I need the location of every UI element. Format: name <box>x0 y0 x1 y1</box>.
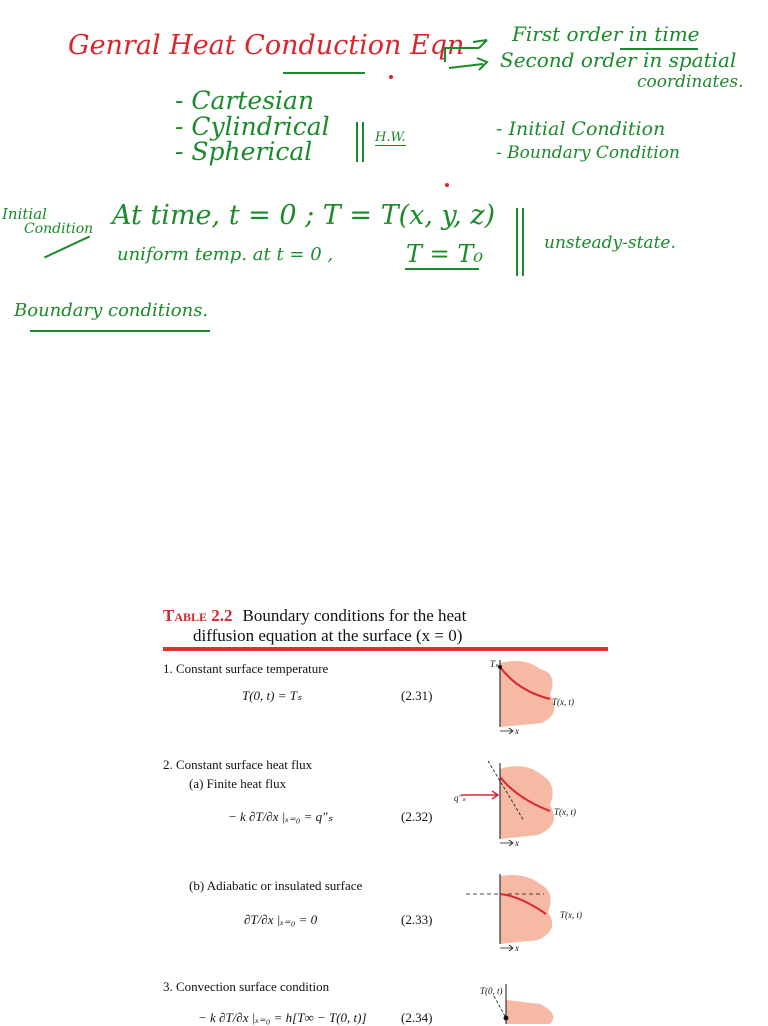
row4-label: 3. Convection surface condition <box>163 979 330 994</box>
note-cartesian: - Cartesian <box>175 86 315 115</box>
row4-eq-number: (2.34) <box>401 1010 433 1025</box>
table-title-line2: diffusion equation at the surface (x = 0) <box>193 626 463 645</box>
note-hw: H.W. <box>375 130 406 145</box>
note-initial-condition: - Initial Condition <box>496 118 666 140</box>
ink-dot-2 <box>445 183 449 187</box>
fig1-txt-label: T(x, t) <box>552 697 574 707</box>
note-uniform-temp: uniform temp. at t = 0 , <box>117 244 334 265</box>
fig1-ts-label: Tₛ <box>490 659 499 669</box>
note-second-order-coords: coordinates. <box>637 72 744 92</box>
solid-region <box>506 1000 553 1024</box>
note-at-time: At time, t = 0 ; T = T(x, y, z) <box>112 200 496 231</box>
unsteady-bracket-1 <box>516 208 518 276</box>
row4-equation: − k ∂T/∂x |ₓ₌₀ = h[T∞ − T(0, t)] <box>198 1010 367 1025</box>
fig4-t0t-label: T(0, t) <box>480 986 503 996</box>
note-unsteady: unsteady-state. <box>544 233 676 253</box>
row3-equation: ∂T/∂x |ₓ₌₀ = 0 <box>244 912 318 927</box>
note-spherical: - Spherical <box>175 137 313 166</box>
fig3-txt-label: T(x, t) <box>560 910 582 920</box>
table-title <box>163 606 623 646</box>
figure-heat-flux <box>450 755 590 850</box>
x-axis-arrow-icon <box>500 840 513 846</box>
unsteady-bracket-2 <box>522 208 524 276</box>
row1-equation: T(0, t) = Tₛ <box>242 688 302 703</box>
heat-flux-arrow-icon <box>462 791 498 799</box>
fig1-x-label: x <box>515 726 519 736</box>
note-second-order: Second order in spatial <box>500 48 737 72</box>
ic-label-initial: Initial <box>2 205 47 223</box>
row2-sub: (a) Finite heat flux <box>189 776 287 791</box>
note-first-order: First order in time <box>512 22 700 46</box>
hw-bracket-1 <box>356 122 358 162</box>
arrow-down-icon <box>449 58 487 70</box>
t0-underline <box>405 268 479 270</box>
solid-region <box>500 766 554 839</box>
surface-point <box>498 665 502 669</box>
figure-constant-temp <box>480 655 590 740</box>
note-boundary-conditions: Boundary conditions. <box>14 300 209 321</box>
solid-region <box>500 661 555 727</box>
note-cylindrical: - Cylindrical <box>175 112 330 141</box>
figure-adiabatic <box>460 870 590 955</box>
surface-point <box>504 1016 509 1021</box>
x-axis-arrow-icon <box>500 945 513 951</box>
ic-label-underline <box>44 236 90 259</box>
table-title-line1: Boundary conditions for the heat <box>242 606 467 625</box>
ic-label-condition: Condition <box>24 221 94 237</box>
boundary-underline <box>30 330 210 332</box>
fig2-qs-label: q″ₛ <box>454 793 466 803</box>
solid-region <box>500 875 552 944</box>
fig2-txt-label: T(x, t) <box>554 807 576 817</box>
row2-label: 2. Constant surface heat flux <box>163 757 313 772</box>
figure-convection <box>470 984 580 1024</box>
row2-eq-number: (2.32) <box>401 809 433 824</box>
note-boundary-condition: - Boundary Condition <box>496 143 680 163</box>
notes-title: Genral Heat Conduction Eqn <box>68 30 465 61</box>
title-underline <box>283 72 365 74</box>
fig3-x-label: x <box>515 943 519 953</box>
fig2-x-label: x <box>515 838 519 848</box>
row2-equation: − k ∂T/∂x |ₓ₌₀ = q″ₛ <box>228 809 333 824</box>
arrow-icons <box>443 38 503 78</box>
row3-eq-number: (2.33) <box>401 912 433 927</box>
hw-bracket-2 <box>362 122 364 162</box>
ink-dot <box>389 75 393 79</box>
note-t-eq-t0: T = T₀ <box>406 240 484 268</box>
row3-sub: (b) Adiabatic or insulated surface <box>189 878 363 893</box>
table-number: Table 2.2 <box>163 606 233 625</box>
row1-label: 1. Constant surface temperature <box>163 661 329 676</box>
table-rule <box>163 647 608 651</box>
x-axis-arrow-icon <box>500 728 513 734</box>
row1-eq-number: (2.31) <box>401 688 433 703</box>
pointer-line <box>494 996 506 1018</box>
